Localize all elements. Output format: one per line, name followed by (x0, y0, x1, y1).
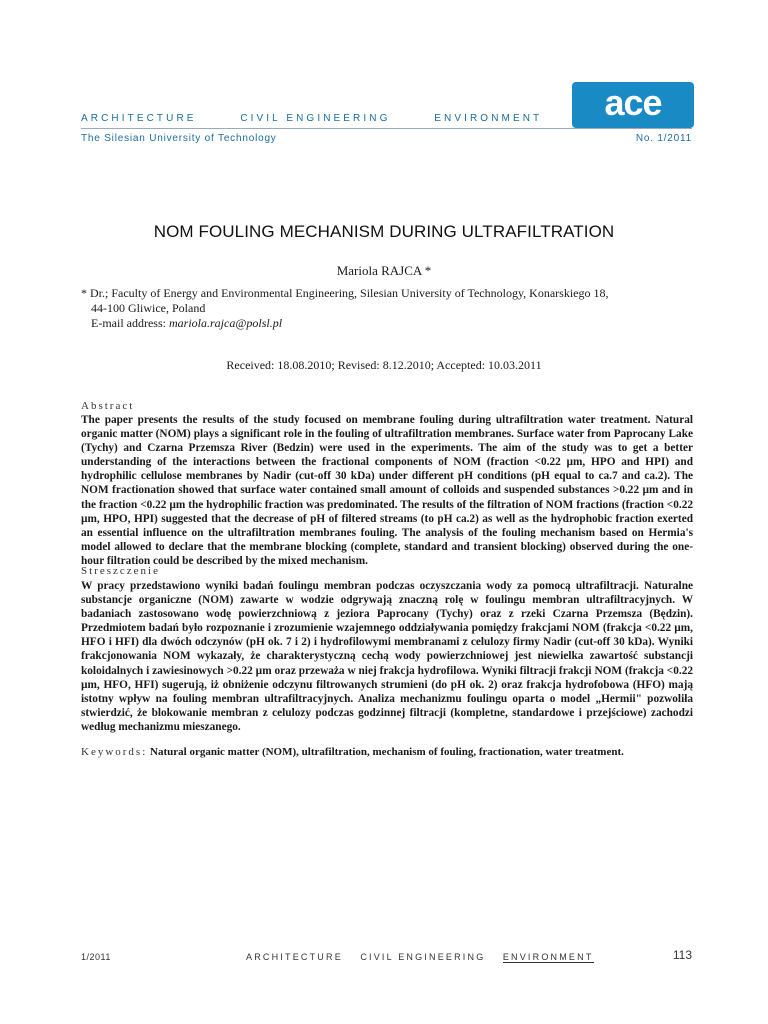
university-name: The Silesian University of Technology (81, 133, 277, 144)
author-affiliation (81, 286, 693, 331)
author-name: Mariola RAJCA * (336, 263, 432, 278)
keywords-label: Keywords: (81, 746, 148, 758)
abstract-text: The paper presents the results of the study focused on membrane fouling during ultrafiltration water treatment. Natural organic matter (NOM) plays a significant role in the fouling of ultrafiltration membranes. Surface water from Paprocany Lake (Tychy) and Czarna Przemsza River (Bedzin) were used in the experiments. The aim of the study was to get a better understanding of the interactions between the fractional components of NOM (fraction <0.22 µm, HPO and HPI) and hydrophilic cellulose membranes by Nadir (cut-off 30 kDa) under different pH conditions (pH equal to ca.7 and ca.2). The NOM fractionation showed that surface water contained small amount of colloids and suspended substances >0.22 µm and in the fraction <0.22 µm the hydrophilic fraction was predominated. The results of the filtration of NOM fractions (fraction <0.22 µm, HPO, HPI) suggested that the decrease of pH of filtered streams (to pH ca.2) as well as the hydrophobic fraction exerted an essential influence on the ultrafiltration membranes fouling. The analysis of the fouling mechanism based on Hermia's model allowed to declare that the membrane blocking (complete, standard and transient blocking) observed during the one-hour filtration could be described by the mixed mechanism. (81, 414, 693, 567)
journal-word-civil-engineering: CIVIL ENGINEERING (240, 113, 391, 124)
footer-issue: 1/2011 (81, 952, 111, 962)
email-line (81, 316, 693, 331)
email-address[interactable]: mariola.rajca@polsl.pl (168, 316, 283, 330)
keywords (81, 746, 624, 758)
email-label: E-mail address: (91, 316, 169, 330)
journal-name-header (81, 113, 542, 124)
abstract-heading: Abstract (81, 400, 135, 412)
streszczenie-heading: Streszczenie (81, 565, 160, 577)
affiliation-line-2: 44-100 Gliwice, Poland (91, 301, 206, 315)
header-divider (81, 128, 692, 129)
logo-text: ace (604, 82, 662, 123)
journal-logo (572, 82, 694, 128)
footer-word-civil-engineering: CIVIL ENGINEERING (360, 952, 486, 962)
footer-word-architecture: ARCHITECTURE (246, 952, 343, 962)
issue-number: No. 1/2011 (635, 133, 692, 144)
page-number: 113 (672, 948, 692, 962)
footer-word-environment: ENVIRONMENT (502, 952, 594, 962)
affiliation-line-1: * Dr.; Faculty of Energy and Environmental Engineering, Silesian University of Technology, Konarskiego 18, (81, 286, 609, 300)
received-dates: Received: 18.08.2010; Revised: 8.12.2010; Accepted: 10.03.2011 (226, 358, 542, 372)
keywords-text: Natural organic matter (NOM), ultrafiltration, mechanism of fouling, fractionation, water treatment. (150, 746, 624, 758)
journal-word-environment: ENVIRONMENT (434, 113, 543, 124)
journal-word-architecture: ARCHITECTURE (81, 113, 197, 124)
footer-journal-name (246, 952, 594, 962)
streszczenie-text: W pracy przedstawiono wyniki badań foulingu membran podczas oczyszczania wody za pomocą ultrafiltracji. Naturalne substancje organiczne (NOM) zawarte w wodzie odgrywają znaczną rolę w foulingu membran ultrafiltracyjnych. W badaniach zastosowano wodę powierzchniową z jeziora Paprocany (Tychy) oraz z rzeki Czarna Przemsza (Będzin). Przedmiotem badań było rozpoznanie i zrozumienie wzajemnego oddziaływania pomiędzy frakcjami NOM (frakcja <0.22 µm, HFO i HFI) dla dwóch odczynów (pH ok. 7 i 2) i hydrofilowymi membranami z celulozy firmy Nadir (cut-off 30 kDa). Wyniki frakcjonowania NOM wykazały, że charakterystyczną cechą wody powierzchniowej jest niewielka zawartość substancji koloidalnych i zawiesinowych >0.22 µm oraz przeważa w niej frakcja hydrofilowa. Wyniki filtracji frakcji NOM (frakcja <0.22 µm, HFO, HFI) sugerują, iż obniżenie odczynu filtrowanych strumieni (do pH ok. 2) oraz frakcja hydrofobowa (HFO) mają istotny wpływ na fouling membran ultrafiltracyjnych. Analiza mechanizmu foulingu oparta o model „Hermii" pozwoliła stwierdzić, że blokowanie membran z celulozy podczas godzinnej filtracji (kompletne, standardowe i przejściowe) zachodzi według mechanizmu mieszanego. (81, 580, 693, 733)
article-title: NOM FOULING MECHANISM DURING ULTRAFILTRATION (153, 222, 615, 241)
